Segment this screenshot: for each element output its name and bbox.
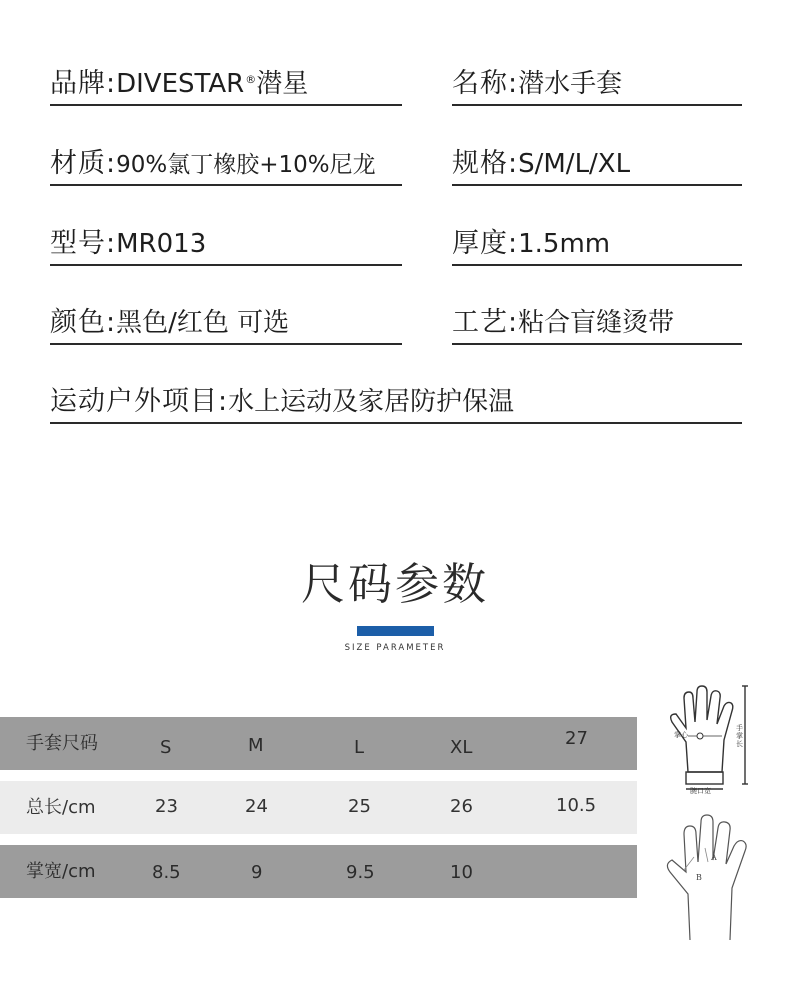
cell-xl: 26: [450, 796, 473, 817]
label-b: B: [696, 873, 702, 882]
spec-craft-value: 粘合盲缝烫带: [518, 308, 675, 338]
spec-thickness-label: 厚度:: [452, 228, 519, 259]
cell-extra: 10.5: [556, 795, 597, 816]
spec-model-value: MR013: [116, 229, 207, 259]
cell-s: 8.5: [152, 862, 181, 883]
spec-size-label: 规格:: [452, 148, 519, 179]
label-a: A: [711, 853, 717, 862]
spec-size: [452, 144, 742, 186]
cell-s: S: [160, 737, 172, 758]
spec-sport: [50, 382, 742, 424]
cell-m: M: [248, 735, 264, 756]
cell-l: 9.5: [346, 862, 375, 883]
cell-m: 9: [251, 862, 263, 883]
row-label: 掌宽/cm: [26, 861, 96, 882]
spec-craft-label: 工艺:: [452, 307, 519, 338]
table-row-size: [0, 717, 637, 770]
length-label: 手掌长: [736, 724, 743, 748]
registered-mark: ®: [245, 73, 257, 86]
spec-model-label: 型号:: [50, 228, 117, 259]
cell-l: 25: [348, 796, 371, 817]
row-label: 手套尺码: [26, 733, 98, 754]
spec-name: [452, 64, 742, 106]
title-accent-bar: [357, 626, 434, 636]
spec-brand-label: 品牌:: [50, 68, 117, 99]
spec-material-value: 90%氯丁橡胶+10%尼龙: [116, 152, 376, 178]
palm-marker: [697, 733, 703, 739]
cell-l: L: [354, 737, 365, 758]
section-subtitle: SIZE PARAMETER: [344, 643, 446, 653]
spec-size-value: S/M/L/XL: [518, 149, 631, 179]
spec-brand: [50, 64, 402, 106]
spec-sport-label: 运动户外项目:: [50, 386, 229, 417]
spec-color-value: 黑色/红色 可选: [116, 308, 290, 338]
section-title: 尺码参数: [301, 559, 489, 610]
spec-thickness-value: 1.5mm: [518, 229, 611, 259]
wrist-label: 腕口宽: [690, 787, 711, 795]
spec-model: [50, 224, 402, 266]
table-row-width: [0, 845, 637, 898]
table-row-length: [0, 781, 637, 834]
cell-s: 23: [155, 796, 178, 817]
spec-brand-suffix: 潜星: [256, 69, 309, 99]
cell-xl: XL: [450, 737, 473, 758]
spec-sport-value: 水上运动及家居防护保温: [228, 387, 515, 417]
spec-name-value: 潜水手套: [518, 69, 623, 99]
hand-ab-diagram: [660, 812, 760, 947]
row-label: 总长/cm: [26, 797, 96, 818]
cell-extra: 27: [565, 728, 588, 749]
spec-thickness: [452, 224, 742, 266]
spec-material-label: 材质:: [50, 148, 117, 179]
spec-color-label: 颜色:: [50, 307, 117, 338]
hand-measure-diagram: [662, 684, 762, 794]
spec-material: [50, 144, 402, 186]
spec-color: [50, 303, 402, 345]
spec-brand-value: DIVESTAR: [116, 69, 245, 99]
spec-name-label: 名称:: [452, 68, 519, 99]
palm-label: 掌心: [674, 731, 688, 739]
cell-xl: 10: [450, 862, 473, 883]
spec-craft: [452, 303, 742, 345]
cell-m: 24: [245, 796, 268, 817]
